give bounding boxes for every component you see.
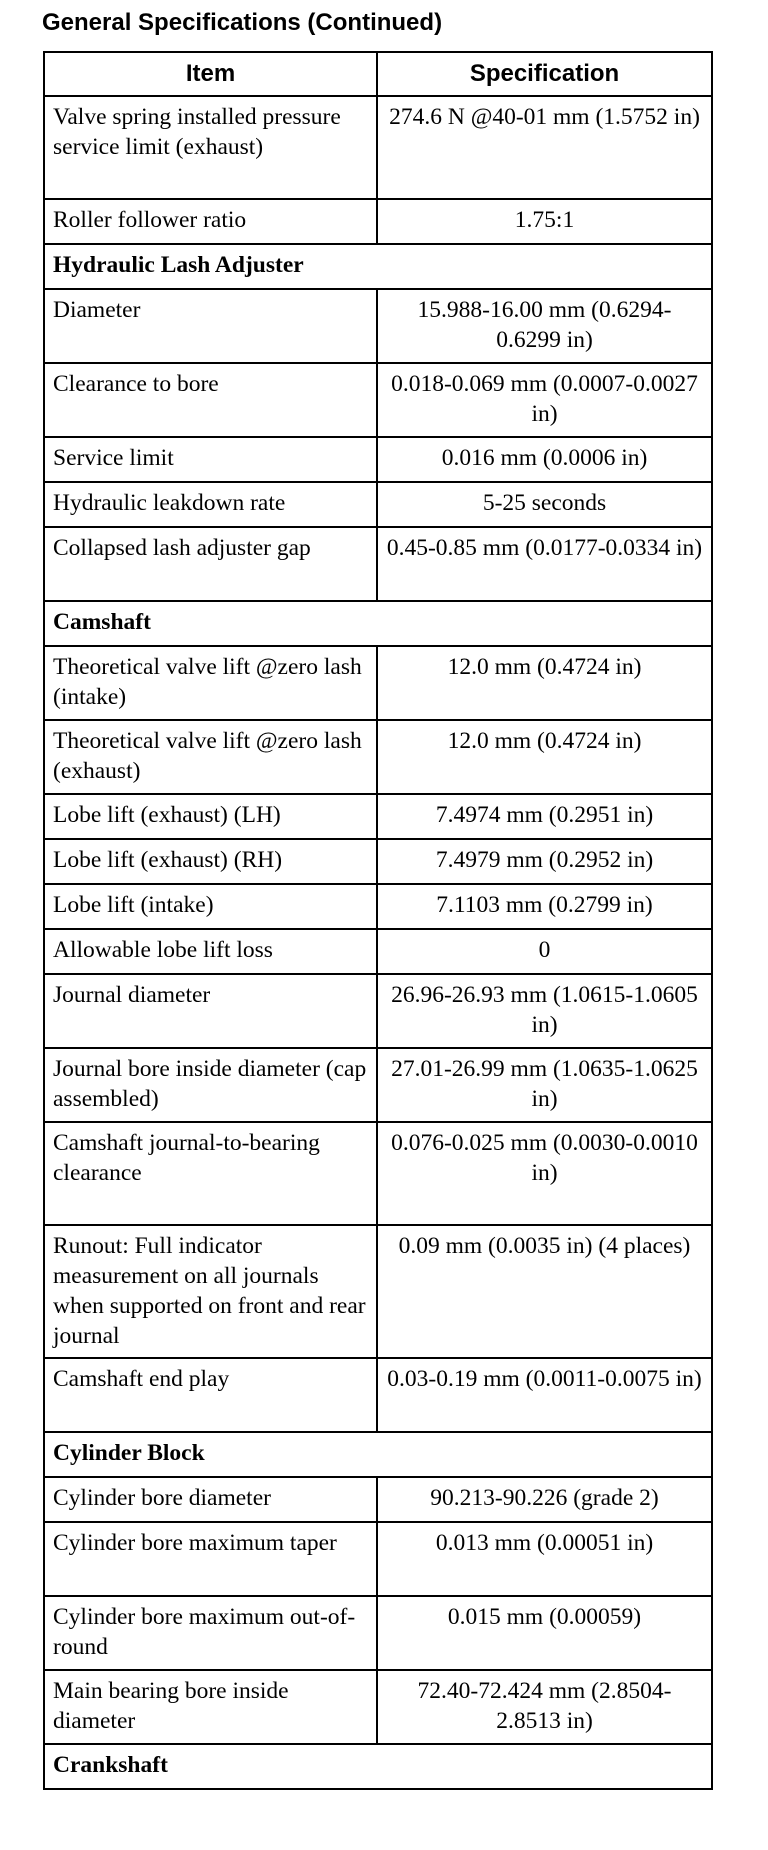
table-row bbox=[44, 96, 712, 199]
item-cell: Theoretical valve lift @zero lash (exhaust) bbox=[44, 720, 377, 794]
table-row bbox=[44, 289, 712, 363]
table-row bbox=[44, 839, 712, 884]
item-cell: Service limit bbox=[44, 437, 377, 482]
item-cell: Journal diameter bbox=[44, 974, 377, 1048]
table-row bbox=[44, 720, 712, 794]
section-header-row bbox=[44, 1744, 712, 1789]
specification-cell: 0.45-0.85 mm (0.0177-0.0334 in) bbox=[377, 527, 712, 601]
table-row bbox=[44, 794, 712, 839]
table-row bbox=[44, 1225, 712, 1358]
item-cell: Allowable lobe lift loss bbox=[44, 929, 377, 974]
item-cell: Lobe lift (exhaust) (LH) bbox=[44, 794, 377, 839]
specification-cell: 5-25 seconds bbox=[377, 482, 712, 527]
specification-cell: 0.013 mm (0.00051 in) bbox=[377, 1522, 712, 1596]
item-cell: Runout: Full indicator measurement on all journals when supported on front and rear journal bbox=[44, 1225, 377, 1358]
table-body bbox=[44, 96, 712, 1789]
item-cell: Lobe lift (intake) bbox=[44, 884, 377, 929]
specification-cell: 7.4979 mm (0.2952 in) bbox=[377, 839, 712, 884]
specification-cell: 0 bbox=[377, 929, 712, 974]
item-cell: Clearance to bore bbox=[44, 363, 377, 437]
item-cell: Collapsed lash adjuster gap bbox=[44, 527, 377, 601]
specification-cell: 0.03-0.19 mm (0.0011-0.0075 in) bbox=[377, 1358, 712, 1432]
item-cell: Valve spring installed pressure service limit (exhaust) bbox=[44, 96, 377, 199]
column-header-specification: Specification bbox=[377, 52, 712, 96]
table-row bbox=[44, 1048, 712, 1122]
specification-cell: 7.4974 mm (0.2951 in) bbox=[377, 794, 712, 839]
item-cell: Diameter bbox=[44, 289, 377, 363]
item-cell: Hydraulic leakdown rate bbox=[44, 482, 377, 527]
item-cell: Theoretical valve lift @zero lash (intake) bbox=[44, 646, 377, 720]
table-header-row bbox=[44, 52, 712, 96]
specification-cell: 274.6 N @40-01 mm (1.5752 in) bbox=[377, 96, 712, 199]
item-cell: Journal bore inside diameter (cap assembled) bbox=[44, 1048, 377, 1122]
specification-cell: 72.40-72.424 mm (2.8504-2.8513 in) bbox=[377, 1670, 712, 1744]
table-row bbox=[44, 437, 712, 482]
item-cell: Main bearing bore inside diameter bbox=[44, 1670, 377, 1744]
specification-cell: 90.213-90.226 (grade 2) bbox=[377, 1477, 712, 1522]
specification-cell: 1.75:1 bbox=[377, 199, 712, 244]
table-row bbox=[44, 646, 712, 720]
specification-cell: 12.0 mm (0.4724 in) bbox=[377, 646, 712, 720]
specification-cell: 15.988-16.00 mm (0.6294-0.6299 in) bbox=[377, 289, 712, 363]
section-header-row bbox=[44, 601, 712, 646]
table-row bbox=[44, 1522, 712, 1596]
specification-cell: 27.01-26.99 mm (1.0635-1.0625 in) bbox=[377, 1048, 712, 1122]
section-header-row bbox=[44, 1432, 712, 1477]
specification-cell: 26.96-26.93 mm (1.0615-1.0605 in) bbox=[377, 974, 712, 1048]
table-row bbox=[44, 1122, 712, 1225]
table-row bbox=[44, 199, 712, 244]
section-header-row bbox=[44, 244, 712, 289]
item-cell: Cylinder bore maximum taper bbox=[44, 1522, 377, 1596]
item-cell: Camshaft end play bbox=[44, 1358, 377, 1432]
table-row bbox=[44, 482, 712, 527]
item-cell: Camshaft journal-to-bearing clearance bbox=[44, 1122, 377, 1225]
column-header-item: Item bbox=[44, 52, 377, 96]
table-row bbox=[44, 363, 712, 437]
table-row bbox=[44, 929, 712, 974]
item-cell: Cylinder bore maximum out-of-round bbox=[44, 1596, 377, 1670]
specification-cell: 0.016 mm (0.0006 in) bbox=[377, 437, 712, 482]
section-header-label: Cylinder Block bbox=[44, 1432, 712, 1477]
page-title: General Specifications (Continued) bbox=[42, 9, 443, 36]
section-header-label: Crankshaft bbox=[44, 1744, 712, 1789]
table-row bbox=[44, 1596, 712, 1670]
specification-cell: 0.076-0.025 mm (0.0030-0.0010 in) bbox=[377, 1122, 712, 1225]
table-row bbox=[44, 974, 712, 1048]
section-header-label: Hydraulic Lash Adjuster bbox=[44, 244, 712, 289]
table-row bbox=[44, 1477, 712, 1522]
table-row bbox=[44, 884, 712, 929]
table-row bbox=[44, 527, 712, 601]
table-row bbox=[44, 1358, 712, 1432]
item-cell: Roller follower ratio bbox=[44, 199, 377, 244]
item-cell: Lobe lift (exhaust) (RH) bbox=[44, 839, 377, 884]
item-cell: Cylinder bore diameter bbox=[44, 1477, 377, 1522]
specification-cell: 7.1103 mm (0.2799 in) bbox=[377, 884, 712, 929]
specifications-table bbox=[43, 51, 713, 1790]
table-row bbox=[44, 1670, 712, 1744]
specification-cell: 12.0 mm (0.4724 in) bbox=[377, 720, 712, 794]
specification-cell: 0.09 mm (0.0035 in) (4 places) bbox=[377, 1225, 712, 1358]
specification-cell: 0.015 mm (0.00059) bbox=[377, 1596, 712, 1670]
specification-cell: 0.018-0.069 mm (0.0007-0.0027 in) bbox=[377, 363, 712, 437]
section-header-label: Camshaft bbox=[44, 601, 712, 646]
